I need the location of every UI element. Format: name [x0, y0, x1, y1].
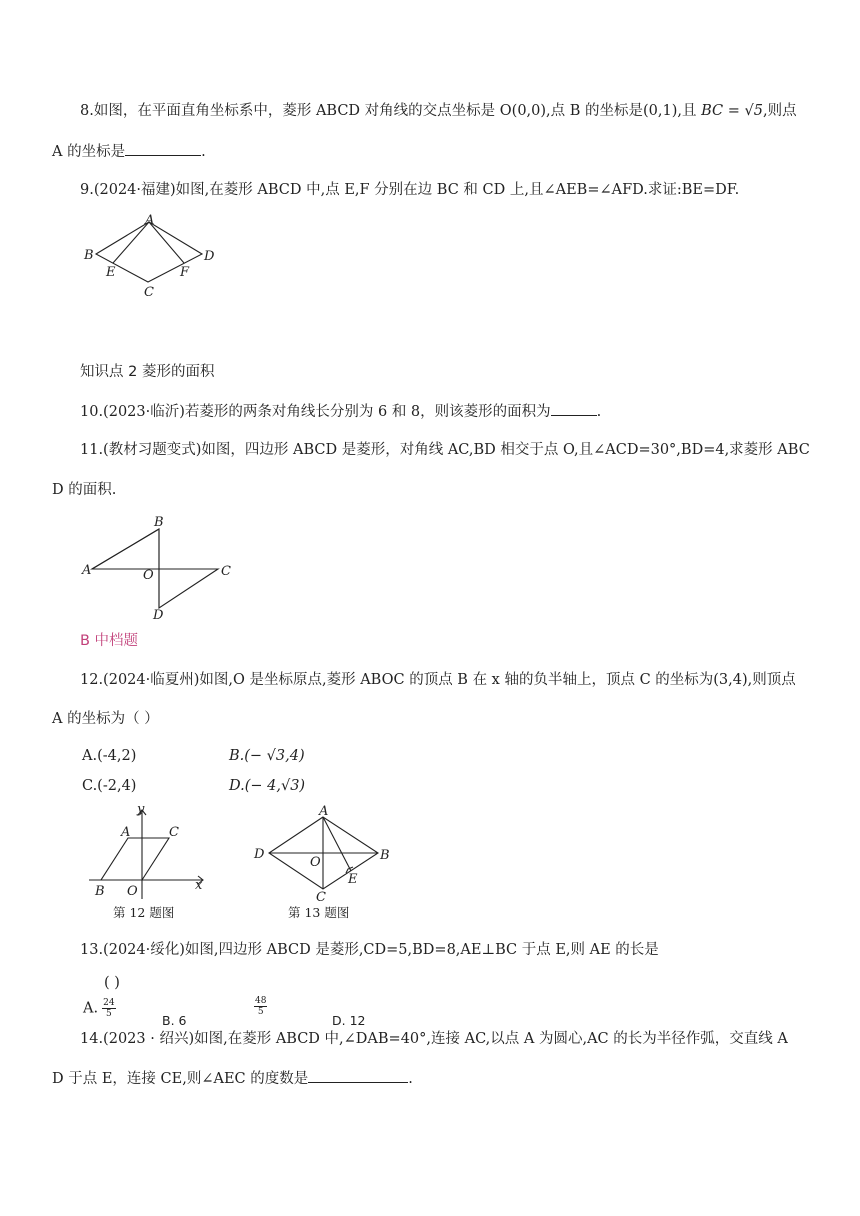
answer-blank[interactable] — [551, 401, 597, 416]
label-a: A — [145, 213, 155, 228]
figure-q13-rhombus — [250, 803, 400, 921]
question-14-line1: 14.(2023 · 绍兴)如图,在菱形 ABCD 中,∠DAB=40°,连接 AC,以点 A 为圆心,AC 的长为半径作弧，交直线 A — [80, 1031, 788, 1047]
label-y: y — [137, 803, 145, 817]
label-b: B — [84, 248, 94, 263]
label-b: B — [380, 848, 390, 863]
question-12-line2: A 的坐标为（ ） — [52, 711, 159, 727]
figure-q9-rhombus — [82, 212, 222, 302]
option-c[interactable]: C.(-2,4) — [82, 778, 137, 794]
figure-caption-13: 第 13 题图 — [288, 905, 350, 920]
option-d[interactable]: D. 12 — [332, 1013, 366, 1028]
label-e: E — [348, 872, 358, 887]
label-e: E — [106, 265, 116, 280]
label-a: A — [319, 804, 329, 819]
question-11-line1: 11.(教材习题变式)如图，四边形 ABCD 是菱形，对角线 AC,BD 相交于点 O,且∠ACD=30°,BD=4,求菱形 ABC — [80, 442, 810, 458]
option-a[interactable]: A. $\frac{24}{5}$ — [83, 998, 115, 1019]
figure-caption-12: 第 12 题图 — [113, 905, 175, 920]
label-d: D — [254, 847, 265, 862]
question-14-line2: D 于点 E，连接 CE,则∠AEC 的度数是 . — [52, 1068, 413, 1089]
label-x: x — [195, 878, 203, 893]
answer-blank[interactable] — [125, 141, 201, 156]
fraction-48-5: $\frac{48}{5}$ — [255, 996, 267, 1017]
label-o: O — [143, 568, 154, 583]
option-b[interactable]: B. 6 — [162, 1013, 187, 1028]
answer-parentheses[interactable]: ( ) — [104, 975, 120, 991]
segment-af — [149, 222, 184, 263]
label-o: O — [127, 884, 138, 899]
label-c: C — [221, 564, 231, 579]
option-c[interactable] — [254, 996, 267, 1026]
question-10-text: 10.(2023·临沂)若菱形的两条对角线长分别为 6 和 8，则该菱形的面积为 . — [80, 401, 601, 422]
label-a: A — [121, 825, 131, 840]
label-c: C — [144, 285, 154, 300]
question-9-text: 9.(2024·福建)如图,在菱形 ABCD 中,点 E,F 分别在边 BC 和 CD 上,且∠AEB=∠AFD.求证:BE=DF. — [80, 182, 740, 198]
section-heading-rhombus-area: 知识点 2 菱形的面积 — [80, 364, 215, 380]
label-a: A — [82, 563, 92, 578]
question-13-line1: 13.(2024·绥化)如图,四边形 ABCD 是菱形,CD=5,BD=8,AE⊥BC 于点 E,则 AE 的长是 — [80, 942, 659, 958]
label-f: F — [180, 265, 190, 280]
figure-q11-rhombus — [80, 512, 240, 622]
rhombus-aboc-outline — [101, 838, 169, 880]
question-11-line2: D 的面积. — [52, 482, 117, 498]
section-heading-medium-difficulty: B 中档题 — [80, 633, 139, 649]
label-o: O — [310, 855, 321, 870]
segment-ae — [113, 222, 149, 263]
question-12-line1: 12.(2024·临夏州)如图,O 是坐标原点,菱形 ABOC 的顶点 B 在 x 轴的负半轴上，顶点 C 的坐标为(3,4),则顶点 — [80, 672, 796, 688]
segment-ae — [323, 817, 351, 871]
label-b: B — [95, 884, 105, 899]
label-d: D — [204, 249, 215, 264]
question-8-line2: A 的坐标是 . — [52, 141, 206, 162]
label-d: D — [153, 608, 164, 622]
question-8-line1: 8.如图，在平面直角坐标系中，菱形 ABCD 对角线的交点坐标是 O(0,0),点 B 的坐标是(0,1),且 BC = √5,则点 — [80, 103, 797, 119]
label-c: C — [316, 890, 326, 905]
label-c: C — [169, 825, 179, 840]
answer-blank[interactable] — [308, 1068, 408, 1083]
option-d[interactable]: D.(− 4,√3) — [229, 778, 306, 794]
label-b: B — [154, 515, 164, 530]
figure-q12-coordinate-rhombus — [85, 803, 215, 921]
fraction-24-5: $\frac{24}{5}$ — [103, 998, 115, 1019]
option-b[interactable]: B.(− √3,4) — [229, 748, 305, 764]
option-a[interactable]: A.(-4,2) — [82, 748, 137, 764]
